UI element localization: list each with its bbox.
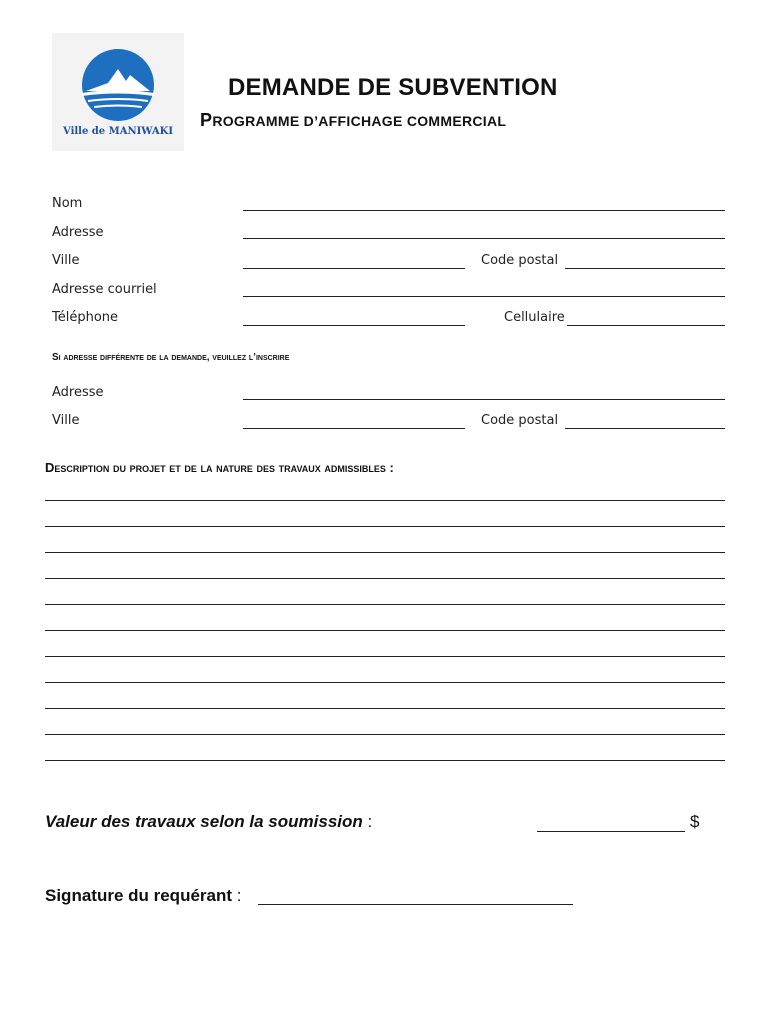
alt-ville-label: Ville bbox=[52, 413, 80, 428]
description-line[interactable] bbox=[45, 578, 725, 579]
signature-field[interactable] bbox=[258, 904, 573, 905]
ville-label: Ville bbox=[52, 253, 80, 268]
adresse-label: Adresse bbox=[52, 225, 104, 240]
description-line[interactable] bbox=[45, 552, 725, 553]
description-line[interactable] bbox=[45, 734, 725, 735]
courriel-field[interactable] bbox=[243, 296, 725, 297]
signature-label: Signature du requérant : bbox=[45, 886, 242, 905]
page-title: DEMANDE DE SUBVENTION bbox=[228, 74, 558, 101]
city-logo bbox=[52, 33, 184, 151]
alt-ville-field[interactable] bbox=[243, 428, 465, 429]
adresse-field[interactable] bbox=[243, 238, 725, 239]
telephone-label: Téléphone bbox=[52, 310, 119, 325]
alt-adresse-field[interactable] bbox=[243, 399, 725, 400]
page-subtitle: PROGRAMME D’AFFICHAGE COMMERCIAL bbox=[200, 110, 507, 130]
cellulaire-label: Cellulaire bbox=[504, 310, 565, 325]
nom-field[interactable] bbox=[243, 210, 725, 211]
description-heading: Description du projet et de la nature des travaux admissibles : bbox=[45, 460, 394, 475]
telephone-field[interactable] bbox=[243, 325, 465, 326]
description-line[interactable] bbox=[45, 604, 725, 605]
description-line[interactable] bbox=[45, 656, 725, 657]
currency-symbol: $ bbox=[690, 812, 700, 831]
ville-field[interactable] bbox=[243, 268, 465, 269]
alt-code-postal-label: Code postal bbox=[481, 413, 559, 428]
valeur-label: Valeur des travaux selon la soumission : bbox=[45, 812, 373, 831]
alt-code-postal-field[interactable] bbox=[565, 428, 725, 429]
description-line[interactable] bbox=[45, 526, 725, 527]
courriel-label: Adresse courriel bbox=[52, 282, 157, 297]
code-postal-label: Code postal bbox=[481, 253, 559, 268]
cellulaire-field[interactable] bbox=[567, 325, 725, 326]
nom-label: Nom bbox=[52, 196, 83, 211]
logo-caption: Ville de MANIWAKI bbox=[62, 126, 174, 137]
description-line[interactable] bbox=[45, 682, 725, 683]
alt-adresse-label: Adresse bbox=[52, 385, 104, 400]
description-line[interactable] bbox=[45, 500, 725, 501]
description-line[interactable] bbox=[45, 630, 725, 631]
code-postal-field[interactable] bbox=[565, 268, 725, 269]
description-line[interactable] bbox=[45, 760, 725, 761]
valeur-field[interactable] bbox=[537, 831, 685, 832]
alt-address-heading: Si adresse différente de la demande, veuillez l’inscrire bbox=[52, 352, 290, 363]
description-line[interactable] bbox=[45, 708, 725, 709]
logo-emblem-icon bbox=[78, 47, 158, 123]
